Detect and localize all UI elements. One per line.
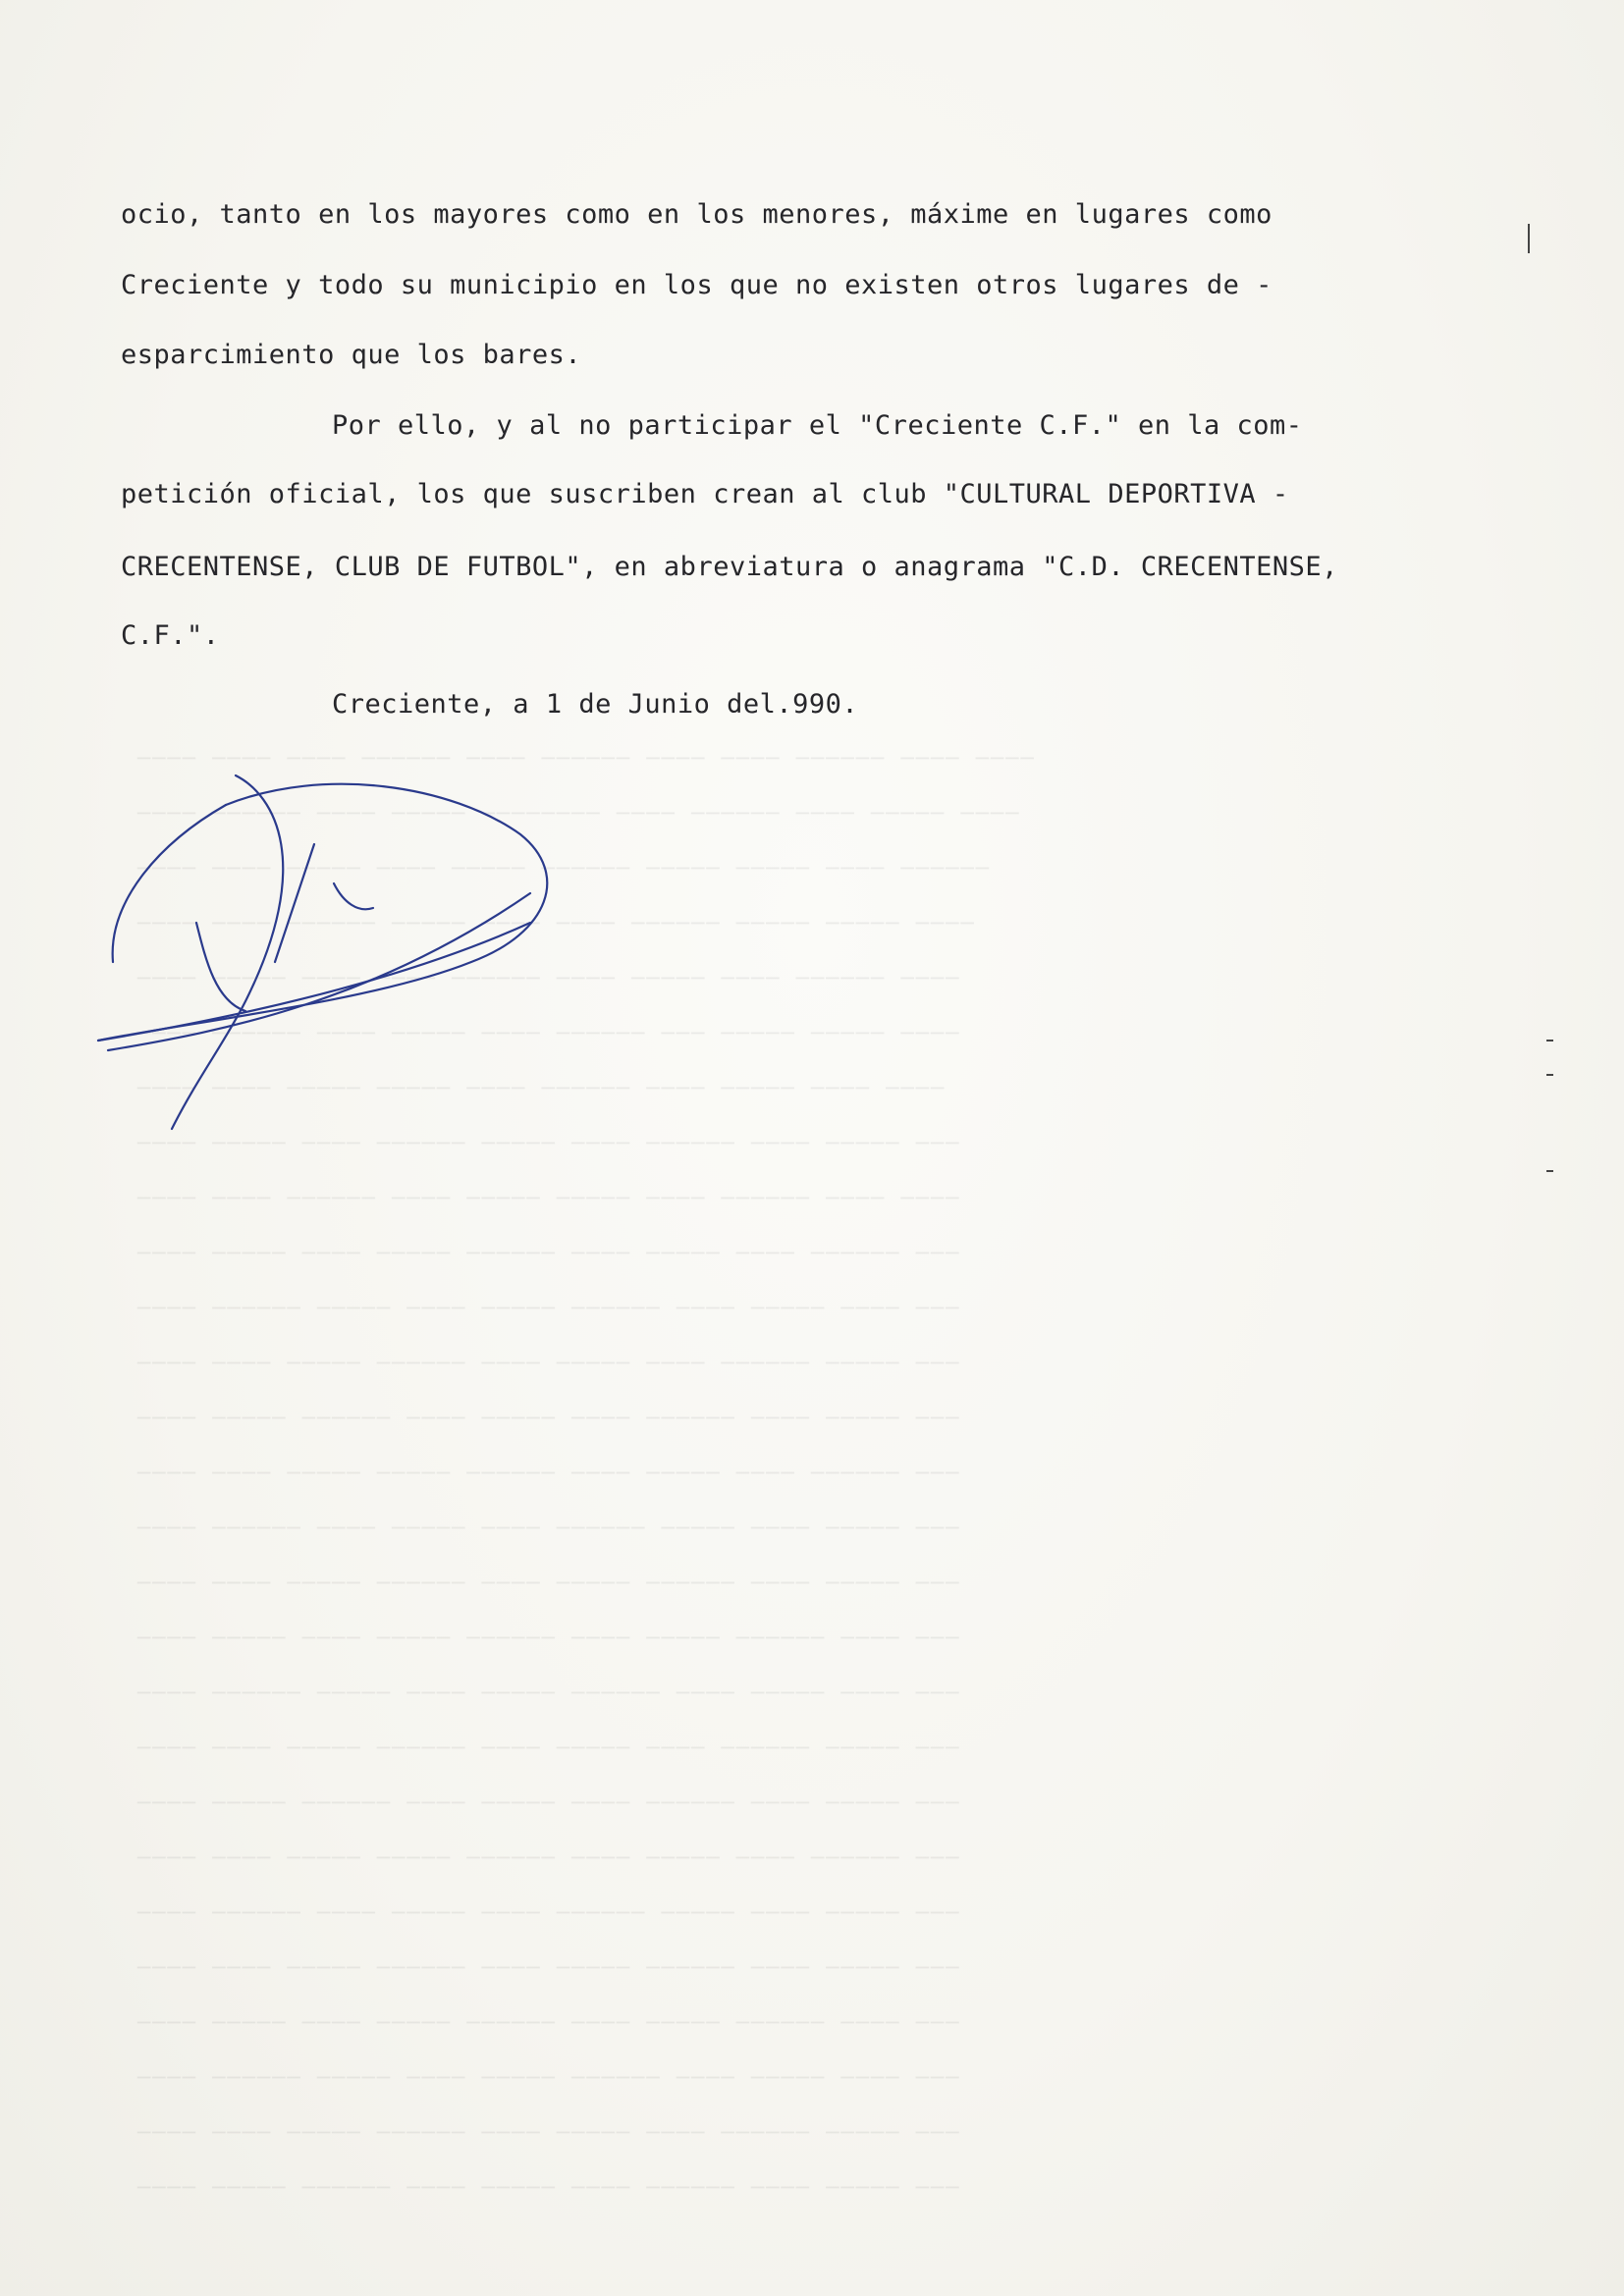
body-text-line-4: Por ello, y al no participar el "Creciente C.F." en la com- xyxy=(332,410,1303,441)
margin-tick xyxy=(1546,1074,1553,1076)
body-text-line-1: ocio, tanto en los mayores como en los menores, máxime en lugares como xyxy=(121,199,1272,230)
margin-tick xyxy=(1528,224,1530,253)
show-through-text: ──── ──── ──── ────── ──── ────── ──── ──── ────── ──── ──── ──── ────── ──── ───── ──────── ──── ────── ──── ───── ──── ──── ──── ───── ──── ───── ────── ───── ───── ──── ────── ──── ──── ────── ───── ──── ──── ────── ───── ───── ──── ──── ───── ──── ──── ────── ──── ───── ──── ────── ──── ──── ────── ──── ───── ──── ────── ─── ───── ───── ──── ──── ──── ───── ───── ──── ────── ──── ───── ──── ──── ──── ───── ──── ────── ───── ──── ────── ──── ───── ─── ──── ──── ────── ──── ───── ───── ──── ────── ──── ──── ──── ───── ──── ───── ────── ──── ───── ──── ────── ─── ──── ────── ───── ──── ───── ────── ──── ───── ──── ─── ──── ──── ───── ────── ──── ───── ──── ────── ───── ─── ──── ───── ────── ──── ───── ──── ────── ──── ───── ─── ──── ──── ───── ───── ────── ──── ───── ──── ────── ─── ──── ────── ──── ───── ──── ────── ───── ──── ───── ─── ──── ──── ───── ────── ──── ───── ────── ──── ───── ─── ──── ───── ──── ───── ────── ──── ───── ────── ──── ─── ──── ────── ───── ──── ───── ────── ──── ───── ──── ─── ──── ──── ───── ────── ──── ───── ──── ────── ───── ─── ──── ───── ────── ──── ───── ──── ────── ──── ───── ─── ──── ──── ───── ───── ────── ──── ───── ──── ────── ─── ──── ────── ──── ───── ──── ────── ───── ──── ───── ─── ──── ──── ───── ────── ──── ───── ────── ──── ───── ─── ──── ───── ──── ───── ────── ──── ───── ────── ──── ─── ──── ────── ───── ──── ───── ────── ──── ───── ──── ─── ──── ──── ───── ────── ──── ───── ──── ────── ───── ─── ──── ───── ────── ──── ───── ──── ────── ──── ───── ─── xyxy=(137,747,1036,2201)
place-date-line: Creciente, a 1 de Junio del.990. xyxy=(332,689,859,720)
body-text-line-7: C.F.". xyxy=(121,620,220,651)
handwritten-signature xyxy=(79,746,589,1158)
body-text-line-6: CRECENTENSE, CLUB DE FUTBOL", en abreviatura o anagrama "C.D. CRECENTENSE, xyxy=(121,552,1338,582)
body-text-line-3: esparcimiento que los bares. xyxy=(121,340,582,370)
body-text-line-2: Creciente y todo su municipio en los que no existen otros lugares de - xyxy=(121,270,1272,300)
margin-tick xyxy=(1546,1170,1553,1172)
margin-tick xyxy=(1546,1040,1553,1041)
body-text-line-5: petición oficial, los que suscriben crean al club "CULTURAL DEPORTIVA - xyxy=(121,479,1289,509)
